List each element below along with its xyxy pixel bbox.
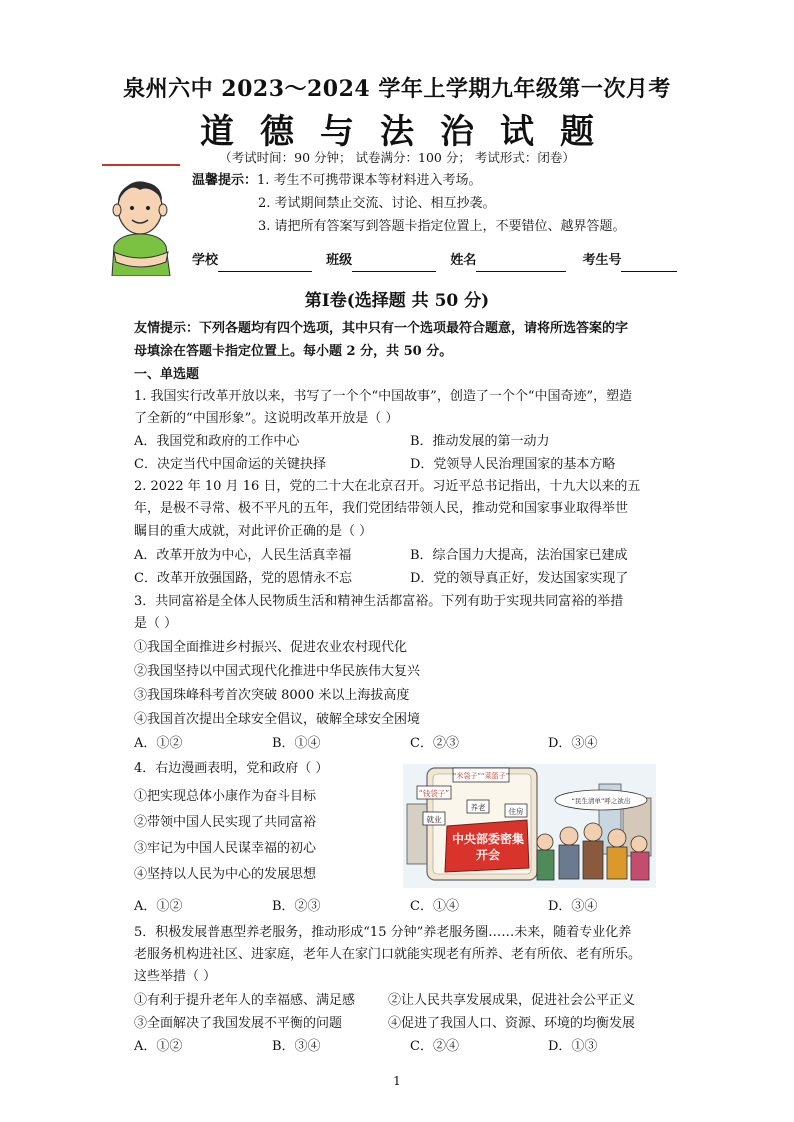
q3-stem-2: 是（ ）	[134, 616, 178, 631]
q1-option-b[interactable]: B．推动发展的第一动力	[410, 434, 550, 449]
q1-option-c[interactable]: C．决定当代中国命运的关键抉择	[134, 457, 326, 472]
notice-label: 温馨提示：	[192, 173, 258, 188]
exam-title: 泉州六中 2023～2024 学年上学期九年级第一次月考	[123, 76, 671, 102]
q1-stem-2: 了全新的“中国形象”。这说明改革开放是（ ）	[134, 411, 399, 426]
q2-stem-2: 年，是极不寻常、极不平凡的五年，我们党团结带领人民，推动党和国家事业取得举世	[134, 501, 629, 516]
notice-item-1: 1. 考生不可携带课本等材料进入考场。	[257, 173, 482, 188]
notice-item-3: 3. 请把所有答案写到答题卡指定位置上，不要错位、越界答题。	[258, 219, 626, 234]
school-label: 学校	[192, 253, 219, 268]
class-label: 班级	[326, 253, 353, 268]
cartoon-tag-pension: 养老	[470, 803, 486, 812]
q5-option-c[interactable]: C．②④	[410, 1039, 459, 1054]
name-blank[interactable]	[476, 257, 566, 272]
q4-option-d[interactable]: D．③④	[548, 899, 598, 914]
q3-option-a[interactable]: A．①②	[134, 736, 183, 751]
q4-option-b[interactable]: B．②③	[272, 899, 321, 914]
q5-statement-1: ①有利于提升老年人的幸福感、满足感	[134, 993, 356, 1008]
q5-option-b[interactable]: B．③④	[272, 1039, 321, 1054]
decorative-divider	[102, 164, 180, 166]
q3-statement-3: ③我国珠峰科考首次突破 8000 米以上海拔高度	[134, 688, 410, 703]
cartoon-illustration	[403, 764, 656, 888]
section-hint-1: 友情提示：下列各题均有四个选项，其中只有一个选项最符合题意，请将所选答案的字	[134, 321, 629, 336]
q2-option-a[interactable]: A．改革开放为中心，人民生活真幸福	[134, 548, 352, 563]
q5-statement-3: ③全面解决了我国发展不平衡的问题	[134, 1016, 343, 1031]
q4-statement-1: ①把实现总体小康作为奋斗目标	[134, 789, 317, 804]
q1-stem-1: 1. 我国实行改革开放以来，书写了一个个“中国故事”，创造了一个个“中国奇迹”，塑造	[134, 389, 633, 404]
notice-line-1	[192, 170, 482, 192]
q5-statement-2: ②让人民共享发展成果，促进社会公平正义	[388, 993, 636, 1008]
q4-statement-4: ④坚持以人民为中心的发展思想	[134, 867, 317, 882]
cartoon-tag-rice-bag: “米袋子”“菜篮子”	[452, 772, 510, 780]
exam-info: （考试时间：90 分钟； 试卷满分：100 分； 考试形式：闭卷）	[219, 150, 575, 165]
q1-option-a[interactable]: A．我国党和政府的工作中心	[134, 434, 300, 449]
notice-item-2: 2. 考试期间禁止交流、讨论、相互抄袭。	[258, 196, 496, 211]
cartoon-sign: 中央部委密集开会	[451, 832, 524, 862]
student-illustration	[100, 168, 184, 276]
school-blank[interactable]	[218, 257, 312, 272]
cartoon-tag-employment: 就业	[426, 815, 442, 824]
section-hint-2: 母填涂在答题卡指定位置上。每小题 2 分，共 50 分。	[134, 344, 453, 359]
q4-cartoon	[403, 764, 656, 888]
q5-statement-4: ④促进了我国人口、资源、环境的均衡发展	[388, 1016, 636, 1031]
q5-stem-1: 5．积极发展普惠型养老服务，推动形成“15 分钟”养老服务圈……未来，随着专业化养	[134, 925, 632, 940]
q2-option-d[interactable]: D．党的领导真正好，发达国家实现了	[410, 571, 629, 586]
q2-option-c[interactable]: C．改革开放强国路，党的恩情永不忘	[134, 571, 352, 586]
q5-stem-2: 老服务机构进社区、进家庭，老年人在家门口就能实现老有所养、老有所依、老有所乐。	[134, 947, 642, 962]
q4-statement-2: ②带领中国人民实现了共同富裕	[134, 815, 317, 830]
q3-stem-1: 3．共同富裕是全体人民物质生活和精神生活都富裕。下列有助于实现共同富裕的举措	[134, 594, 624, 609]
part-title: 一、单选题	[134, 367, 200, 382]
student-info-fields	[192, 250, 677, 272]
q5-stem-3: 这些举措（ ）	[134, 969, 217, 984]
q3-statement-4: ④我国首次提出全球安全倡议，破解全球安全困境	[134, 712, 421, 727]
page-number: 1	[393, 1074, 401, 1088]
q1-option-d[interactable]: D．党领导人民治理国家的基本方略	[410, 457, 616, 472]
section-title: 第Ⅰ卷(选择题 共 50 分)	[304, 291, 490, 311]
subject-title: 道德与法治试题	[200, 112, 620, 152]
q5-option-a[interactable]: A．①②	[134, 1039, 183, 1054]
exam-no-label: 考生号	[582, 253, 622, 268]
q2-stem-1: 2. 2022 年 10 月 16 日，党的二十大在北京召开。习近平总书记指出，十九大以来的五	[134, 479, 641, 494]
q4-statement-3: ③牢记为中国人民谋幸福的初心	[134, 841, 317, 856]
q3-option-c[interactable]: C．②③	[410, 736, 459, 751]
cartoon-tag-housing: 住房	[508, 807, 524, 816]
q2-stem-3: 瞩目的重大成就，对此评价正确的是（ ）	[134, 524, 373, 539]
cartoon-tag-livelihood: “民生清单”呼之欲出	[571, 797, 631, 805]
q2-option-b[interactable]: B．综合国力大提高，法治国家已建成	[410, 548, 628, 563]
q4-option-c[interactable]: C．①④	[410, 899, 459, 914]
q4-option-a[interactable]: A．①②	[134, 899, 183, 914]
name-label: 姓名	[450, 253, 477, 268]
q3-option-b[interactable]: B．①④	[272, 736, 321, 751]
q3-option-d[interactable]: D．③④	[548, 736, 598, 751]
class-blank[interactable]	[352, 257, 436, 272]
q3-statement-2: ②我国坚持以中国式现代化推进中华民族伟大复兴	[134, 664, 421, 679]
cartoon-tag-money-bag: “钱袋子”	[418, 789, 450, 798]
exam-no-blank[interactable]	[621, 257, 677, 272]
q3-statement-1: ①我国全面推进乡村振兴、促进农业农村现代化	[134, 640, 408, 655]
q4-stem: 4．右边漫画表明，党和政府（ ）	[134, 761, 329, 776]
q5-option-d[interactable]: D．①③	[548, 1039, 598, 1054]
